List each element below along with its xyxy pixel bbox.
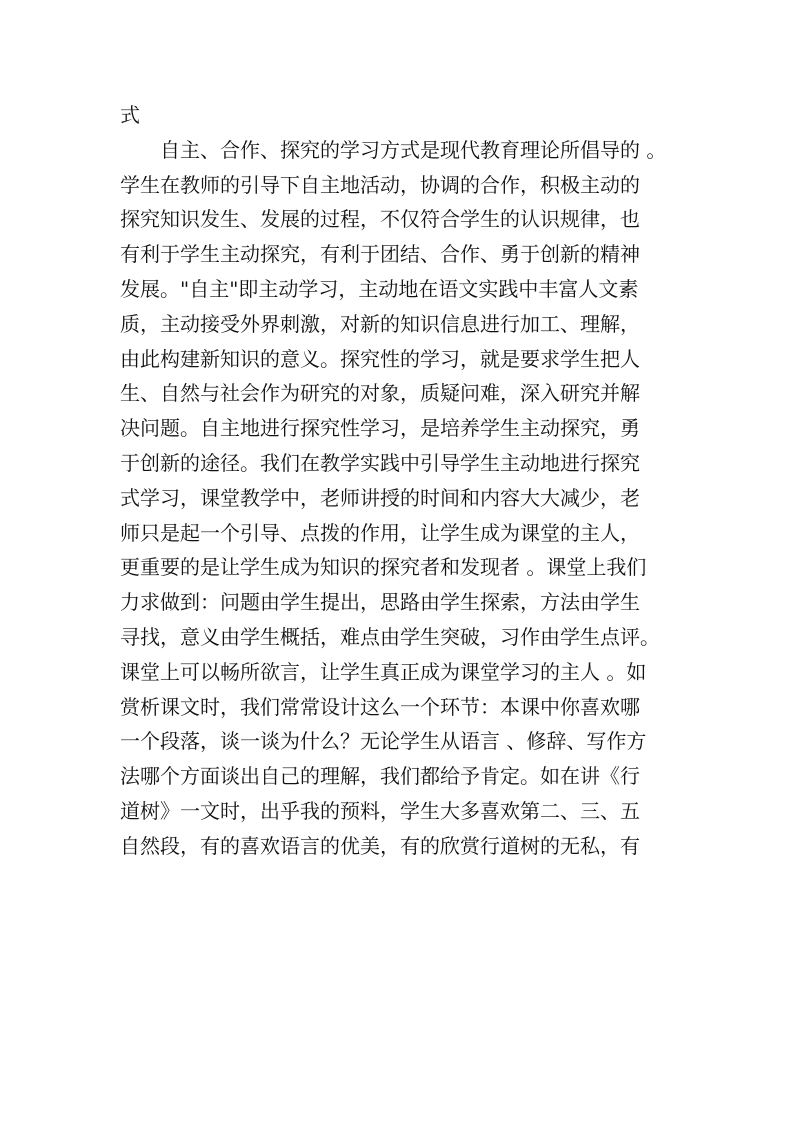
- text-line: 质，主动接受外界刺激，对新的知识信息进行加工、理解，: [120, 311, 640, 336]
- text-line: 决问题。自主地进行探究性学习，是培养学生主动探究，勇: [120, 416, 640, 441]
- text-line: 探究知识发生、发展的过程，不仅符合学生的认识规律，也: [120, 207, 640, 232]
- text-line: 更重要的是让学生成为知识的探究者和发现者 。课堂上我们: [120, 555, 647, 580]
- text-line: 学生在教师的引导下自主地活动，协调的合作，积极主动的: [120, 172, 640, 197]
- text-line: 一个段落，谈一谈为什么？无论学生从语言 、修辞、写作方: [120, 729, 647, 754]
- text-line: 于创新的途径。我们在教学实践中引导学生主动地进行探究: [120, 450, 640, 475]
- text-line: 课堂上可以畅所欲言，让学生真正成为课堂学习的主人 。如: [120, 659, 647, 684]
- text-line: 发展。"自主"即主动学习，主动地在语文实践中丰富人文素: [120, 276, 639, 301]
- text-line: 师只是起一个引导、点拨的作用，让学生成为课堂的主人，: [120, 520, 640, 545]
- text-line: 力求做到：问题由学生提出，思路由学生探索，方法由学生: [120, 590, 640, 615]
- text-line: 由此构建新知识的意义。探究性的学习，就是要求学生把人: [120, 346, 640, 371]
- text-line: 生、自然与社会作为研究的对象，质疑问难，深入研究并解: [120, 381, 640, 406]
- text-line: 式学习，课堂教学中，老师讲授的时间和内容大大减少，老: [120, 485, 640, 510]
- text-line: 法哪个方面谈出自己的理解，我们都给予肯定。如在讲《行: [120, 764, 640, 789]
- text-line: 自然段，有的喜欢语言的优美，有的欣赏行道树的无私，有: [120, 833, 640, 858]
- text-line: 赏析课文时，我们常常设计这么一个环节：本课中你喜欢哪: [120, 694, 640, 719]
- text-line: 寻找，意义由学生概括，难点由学生突破，习作由学生点评。: [120, 624, 660, 649]
- paragraph-first-line: 自主、合作、探究的学习方式是现代教育理论所倡导的 。: [160, 137, 667, 162]
- text-line: 有利于学生主动探究，有利于团结、合作、勇于创新的精神: [120, 242, 640, 267]
- text-line: 式: [120, 103, 140, 127]
- body-text: [120, 98, 690, 864]
- text-line: 道树》一文时，出乎我的预料，学生大多喜欢第二、三、五: [120, 798, 640, 823]
